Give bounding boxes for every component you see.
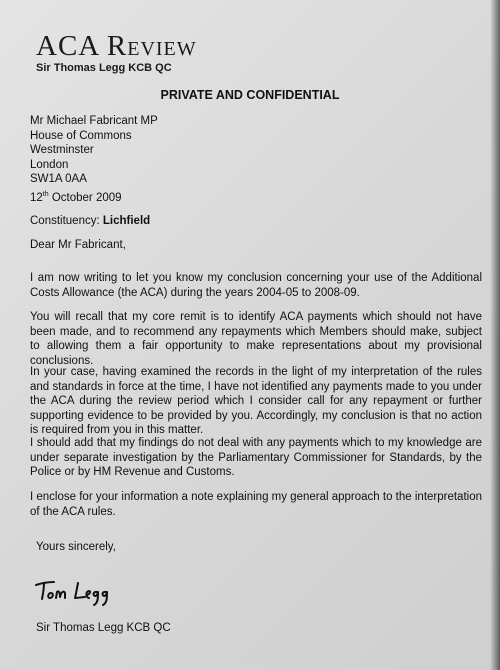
date-suffix: th	[42, 191, 49, 198]
address-line: SW1A 0AA	[30, 173, 87, 185]
date-day: 12	[30, 192, 43, 204]
address-line: Westminster	[30, 144, 94, 156]
letterhead-title-text: ACA Review	[36, 30, 197, 62]
body-paragraph: I should add that my findings do not deal with any payments which to my knowledge are under separate investigation by the Parliamentary Commissioner for Standards, by the Police or by HM Revenue and Customs.	[30, 437, 482, 478]
constituency-label: Constituency:	[30, 215, 100, 227]
body-paragraph: I am now writing to let you know my conclusion concerning your use of the Additional Costs Allowance (the ACA) during the years 2004-05 to 2008-09.	[30, 272, 482, 299]
closing: Yours sincerely,	[36, 541, 116, 553]
body-paragraph: In your case, having examined the records in the light of my interpretation of the rules and standards in force at the time, I have not identified any payments made to you under the ACA during the review period which I consider call for any repayment or further supporting evidence to be provided by you. Accordingly, my conclusion is that no action is required from you in this matter.	[30, 366, 482, 436]
letter-date	[30, 191, 122, 204]
body-paragraph: You will recall that my core remit is to identify ACA payments which should not have been made, and to recommend any repayments which Members should make, subject to allowing them a fair opportunity to make representations about my provisional conclusions.	[30, 311, 482, 367]
address-line: Mr Michael Fabricant MP	[30, 115, 158, 127]
body-paragraph: I enclose for your information a note explaining my general approach to the interpretation of the ACA rules.	[30, 491, 482, 518]
constituency-value: Lichfield	[102, 215, 151, 227]
signer-name: Sir Thomas Legg KCB QC	[36, 622, 171, 634]
salutation: Dear Mr Fabricant,	[30, 239, 126, 251]
letterhead-subtitle: Sir Thomas Legg KCB QC	[36, 62, 172, 74]
address-line: House of Commons	[30, 129, 132, 142]
recipient-address	[30, 114, 158, 187]
constituency-line	[30, 215, 150, 227]
letterhead-title	[36, 30, 197, 63]
date-rest: October 2009	[48, 192, 122, 204]
confidential-marking: PRIVATE AND CONFIDENTIAL	[160, 88, 340, 102]
handwritten-signature	[34, 576, 124, 608]
address-line: London	[30, 158, 69, 171]
